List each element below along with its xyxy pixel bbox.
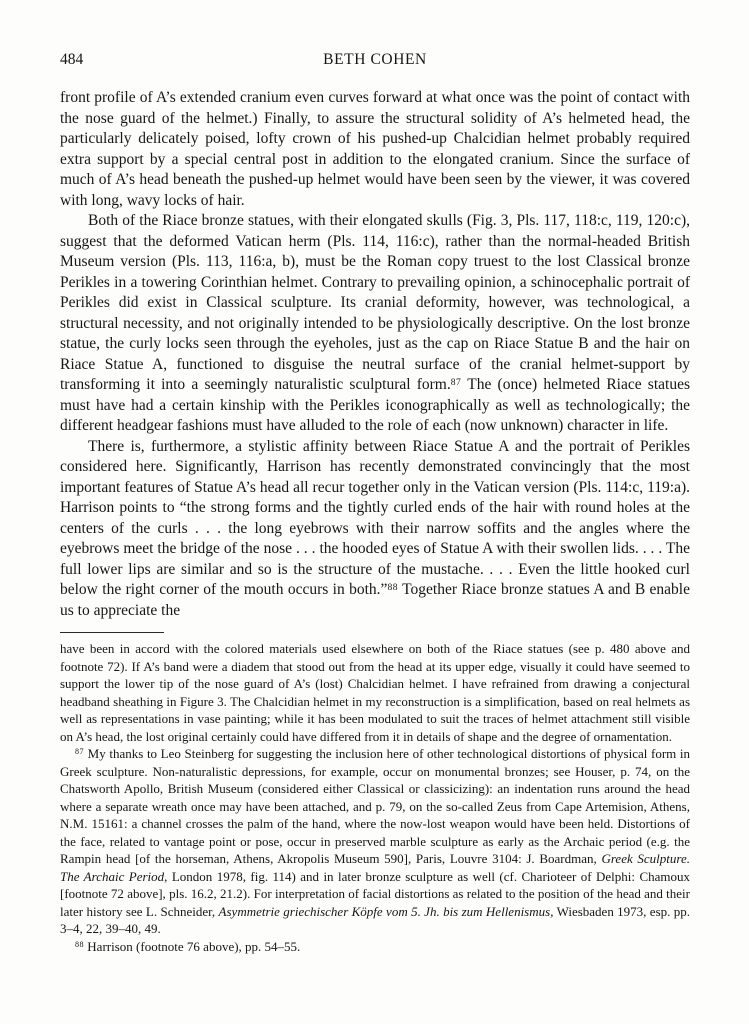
main-text-column — [60, 88, 690, 621]
body-paragraph-continuation: front profile of A’s extended cranium even curves forward at what once was the point of contact with the nose guard of the helmet.) Finally, to assure the structural solidity of A’s helmeted head, the particularly delicately poised, lofty crown of his pushed-up Chalcidian helmet probably required extra support by a special central post in addition to the elongated cranium. Since the surface of much of A’s head beneath the pushed-up helmet would have been seen by the viewer, it was covered with long, wavy locks of hair. — [60, 89, 690, 209]
page-number: 484 — [60, 51, 84, 68]
body-paragraph-stylistic-affinity: There is, furthermore, a stylistic affinity between Riace Statue A and the portrait of Perikles considered here. Significantly, Harrison has recently demonstrated convincingly that the most important features of Statue A’s head all recur together only in the Vatican version (Pls. 114:c, 119:a). Harrison points to “the strong forms and the tightly curled ends of the hair with round holes at the centers of the curls . . . the long eyebrows with their narrow soffits and the angles where the eyebrows meet the bridge of the nose . . . the hooded eyes of Statue A with their swollen lids. . . . The full lower lips are similar and so is the structure of the mustache. . . . Even the little hooked curl below the right corner of the mouth occurs in both.”$^{88}$ Together Riace bronze statues A and B enable us to appreciate the — [60, 437, 690, 619]
body-paragraph-riace-statues: Both of the Riace bronze statues, with their elongated skulls (Fig. 3, Pls. 117, 118:c, 119, 120:c), suggest that the deformed Vatican herm (Pls. 114, 116:c), rather than the normal-headed British Museum version (Pls. 113, 116:a, b), must be the Roman copy truest to the lost Classical bronze Perikles in a towering Corinthian helmet. Contrary to prevailing opinion, a schinocephalic portrait of Perikles did exist in Classical sculpture. Its cranial deformity, however, was technological, a structural necessity, and not originally intended to be physiologically descriptive. On the lost bronze statue, the curly locks seen through the eyeholes, just as the cap on Riace Statue B and the hair on Riace Statue A, functioned to disguise the neutral surface of the cranial helmet-support by transforming it into a seemingly naturalistic sculptural form.$^{87}$ The (once) helmeted Riace statues must have had a certain kinship with the Perikles iconographically as well as technologically; the different headgear fashions must have alluded to the role of each (now unknown) character in life. — [60, 212, 690, 434]
footnote-87: $^{87}$ My thanks to Leo Steinberg for suggesting the inclusion here of other technological distortions of physical form in Greek sculpture. Non-naturalistic depressions, for example, occur on monumental bronzes; see Houser, p. 74, on the Chatsworth Apollo, British Museum (considered either Classical or classicizing): an indentation runs around the head where a separate wreath once may have been attached, and p. 79, on the so-called Zeus from Cape Artemision, Athens, N.M. 15161: a channel crosses the palm of the hand, where the now-lost weapon would have been held. Distortions of the face, related to vantage point or pose, occur in preserved marble sculpture as early as the Archaic period (e.g. the Rampin head [of the horseman, Athens, Akropolis Museum 590], Paris, Louvre 3104: J. Boardman, Greek Sculpture. The Archaic Period, London 1978, fig. 114) and in later bronze sculpture as well (cf. Charioteer of Delphi: Chamoux [footnote 72 above], pls. 16.2, 21.2). For interpretation of facial distortions as related to the position of the head and their later history see L. Schneider, Asymmetrie griechischer Köpfe vom 5. Jh. bis zum Hellenismus, Wiesbaden 1973, esp. pp. 3–4, 22, 39–40, 49. — [60, 746, 691, 936]
running-head-author: BETH COHEN — [323, 51, 427, 68]
footnote-separator-rule — [60, 632, 164, 633]
footnote-88: $^{88}$ Harrison (footnote 76 above), pp. 54–55. — [75, 938, 301, 954]
page-header — [60, 50, 690, 70]
footnotes-section — [60, 640, 690, 955]
footnote-continuation: have been in accord with the colored materials used elsewhere on both of the Riace statues (see p. 480 above and footnote 72). If A’s band were a diadem that stood out from the head at its upper edge, visually it could have seemed to support the lower tip of the nose guard of A’s (lost) Chalcidian helmet. I have refrained from drawing a conjectural headband sheathing in Figure 3. The Chalcidian helmet in my reconstruction is a simplification, based on real helmets as well as representations in vase painting; while it has been modulated to suit the traces of helmet attachment still visible on A’s head, the lost original certainly could have differed from it in details of shape and the degree of ornamentation. — [60, 641, 690, 744]
